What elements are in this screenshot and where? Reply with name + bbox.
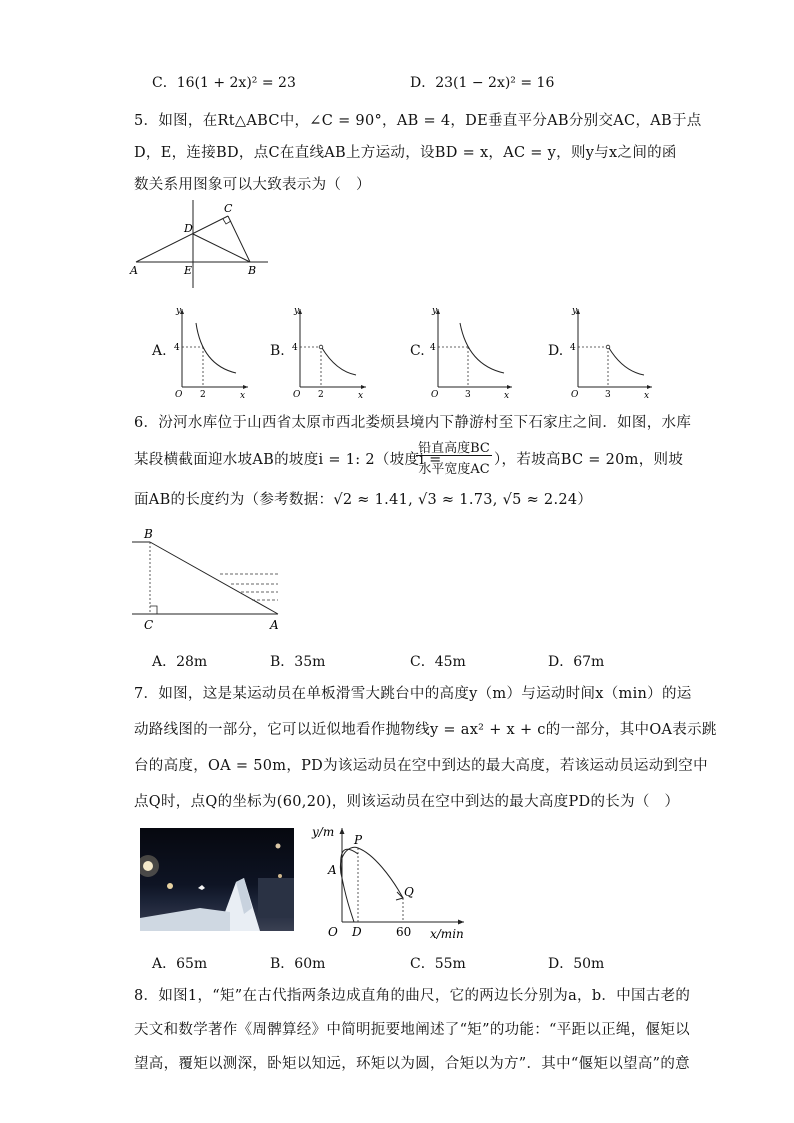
q6-label-a: A <box>270 618 279 632</box>
svg-text:3: 3 <box>605 390 611 400</box>
svg-text:4: 4 <box>174 343 180 353</box>
q7-parabola-graph <box>310 818 470 942</box>
q5-text-line3: 数关系用图象可以大致表示为（ ） <box>134 177 371 193</box>
q5-option-d-label: D. <box>548 343 564 359</box>
svg-text:3: 3 <box>465 390 471 400</box>
q6-text-line2a: 某段横截面迎水坡AB的坡度i = 1: 2（坡度i = <box>134 452 442 468</box>
svg-text:x: x <box>504 391 510 401</box>
svg-text:2: 2 <box>200 390 206 400</box>
q8-text-line3: 望高，覆矩以测深，卧矩以知远，环矩以为圆，合矩以为方”．其中“偃矩以望高”的意 <box>134 1056 690 1072</box>
q7-x-axis-label: x/min <box>430 927 464 941</box>
q5-option-b-label: B. <box>270 343 285 359</box>
svg-text:O: O <box>571 390 579 400</box>
svg-text:O: O <box>293 390 301 400</box>
q6-option-a: A．28m <box>152 654 208 670</box>
snowboard-jump-photo <box>140 828 294 931</box>
q7-option-c: C．55m <box>410 956 466 972</box>
q8-text-line2: 天文和数学著作《周髀算经》中简明扼要地阐述了“矩”的功能：“平距以正绳，偃矩以 <box>134 1022 690 1038</box>
q5-graph-d <box>568 303 658 399</box>
svg-text:y: y <box>176 306 182 316</box>
svg-text:4: 4 <box>292 343 298 353</box>
q6-slope-figure <box>128 526 288 634</box>
q7-label-d: D <box>352 925 362 939</box>
q7-label-p: P <box>354 833 363 847</box>
q7-label-a: A <box>328 863 337 877</box>
q6-label-c: C <box>144 618 154 632</box>
svg-text:y: y <box>294 306 300 316</box>
svg-text:y: y <box>432 306 438 316</box>
q5-label-a: A <box>130 264 138 277</box>
q7-option-a: A．65m <box>152 956 208 972</box>
q5-graph-b <box>290 303 370 399</box>
q7-option-b: B．60m <box>270 956 326 972</box>
q7-x-tick-60: 60 <box>396 925 412 939</box>
q6-label-b: B <box>144 527 153 541</box>
q4-option-d: D．23(1 − 2x)² = 16 <box>410 75 555 91</box>
q6-option-b: B．35m <box>270 654 326 670</box>
q5-graph-c <box>428 303 518 399</box>
q5-label-e: E <box>184 264 193 277</box>
svg-text:4: 4 <box>430 343 436 353</box>
q6-text-line3: 面AB的长度约为（参考数据：√2 ≈ 1.41, √3 ≈ 1.73, √5 ≈ 2.24） <box>134 492 593 508</box>
q5-triangle-figure <box>128 200 278 295</box>
svg-text:2: 2 <box>318 390 324 400</box>
q7-text-line4: 点Q时，点Q的坐标为(60,20)，则该运动员在空中到达的最大高度PD的长为（ ） <box>134 794 680 810</box>
q7-y-axis-label: y/m <box>312 825 335 839</box>
q7-label-q: Q <box>404 885 414 899</box>
q4-option-c: C．16(1 + 2x)² = 23 <box>152 75 296 91</box>
q6-fraction-bar <box>416 455 492 456</box>
svg-text:x: x <box>644 391 650 401</box>
q5-option-a-label: A. <box>152 343 167 359</box>
q7-option-d: D．50m <box>548 956 605 972</box>
q5-label-c: C <box>224 202 233 215</box>
q7-text-line1: 7．如图，这是某运动员在单板滑雪大跳台中的高度y（m）与运动时间x（min）的运 <box>134 686 692 702</box>
q7-text-line3: 台的高度，OA = 50m，PD为该运动员在空中到达的最大高度，若该运动员运动到空中 <box>134 758 708 774</box>
svg-text:O: O <box>175 390 183 400</box>
q5-text-line1: 5．如图，在Rt△ABC中，∠C = 90°，AB = 4，DE垂直平分AB分别交AC，AB于点 <box>134 113 702 129</box>
q6-text-line2b: ），若坡高BC = 20m，则坡 <box>494 452 684 468</box>
q6-fraction-numerator: 铅直高度BC <box>418 441 490 456</box>
q6-text-line1: 6．汾河水库位于山西省太原市西北娄烦县境内下静游村至下石家庄之间．如图，水库 <box>134 415 692 431</box>
q6-option-d: D．67m <box>548 654 605 670</box>
svg-text:y: y <box>572 306 578 316</box>
q5-graph-a <box>172 303 252 399</box>
q5-label-b: B <box>248 264 257 277</box>
q7-text-line2: 动路线图的一部分，它可以近似地看作抛物线y = ax² + x + c的一部分，其中OA表示跳 <box>134 722 717 738</box>
svg-text:x: x <box>358 391 364 401</box>
q5-option-c-label: C. <box>410 343 425 359</box>
q8-text-line1: 8．如图1，“矩”在古代指两条边成直角的曲尺，它的两边长分别为a，b．中国古老的 <box>134 988 691 1004</box>
q7-label-o: O <box>328 925 338 939</box>
q6-fraction-denominator: 水平宽度AC <box>418 462 490 477</box>
svg-text:4: 4 <box>570 343 576 353</box>
q6-option-c: C．45m <box>410 654 466 670</box>
svg-text:O: O <box>431 390 439 400</box>
q5-label-d: D <box>184 222 193 235</box>
q5-text-line2: D，E，连接BD，点C在直线AB上方运动，设BD = x，AC = y，则y与x之间的函 <box>134 145 677 161</box>
svg-text:x: x <box>240 391 246 401</box>
